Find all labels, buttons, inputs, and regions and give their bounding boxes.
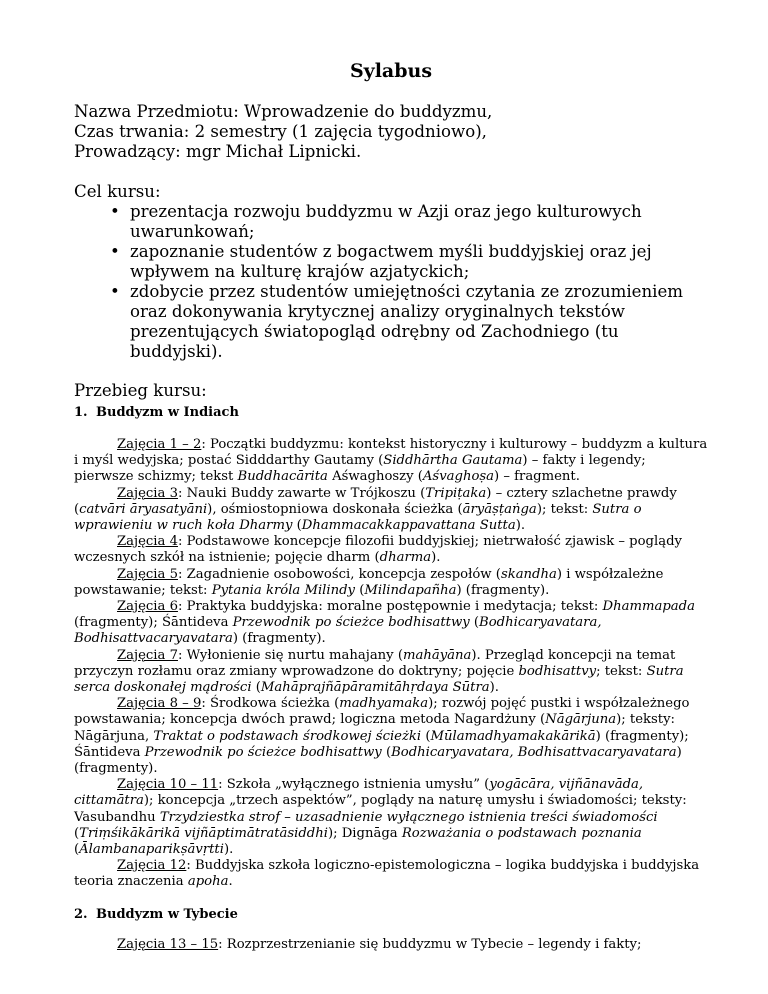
class-text: ) – fragment.	[494, 469, 580, 485]
italic-term: Buddhacārita	[237, 469, 328, 485]
class-text: ).	[489, 680, 499, 696]
italic-term: Rozważania o podstawach poznania	[401, 825, 642, 841]
class-text: ) i współzależne powstawanie; tekst:	[74, 566, 664, 598]
class-text: : Wyłonienie się nurtu mahajany (	[177, 647, 403, 663]
goal-item	[104, 202, 708, 242]
class-text: (	[251, 680, 261, 696]
goal-text: zapoznanie studentów z bogactwem myśli buddyjskiej oraz jej wpływem na kulturę krajów azjatyckich;	[130, 242, 652, 281]
italic-term: Nāgārjuna	[545, 712, 617, 728]
italic-term: catvāri āryasatyāni	[79, 501, 208, 517]
italic-term: bodhisattvy	[518, 663, 597, 679]
class-link[interactable]: Zajęcia 4	[117, 534, 178, 550]
section-number: 2.	[74, 906, 88, 922]
class-text: ) (fragmenty); Śāntideva	[74, 728, 689, 760]
italic-term: yogācāra, vijñānavāda, cittamātra	[74, 777, 644, 809]
italic-term: Traktat o podstawach środkowej ścieżki	[153, 728, 422, 744]
italic-term: Dhammapada	[602, 599, 695, 615]
class-description: : Rozprzestrzenianie się buddyzmu w Tybecie – legendy i fakty;	[218, 936, 642, 952]
italic-term: Przewodnik po ścieżce bodhisattwy	[144, 744, 382, 760]
course-instructor-line: Prowadzący: mgr Michał Lipnicki.	[74, 142, 362, 161]
class-paragraph	[74, 599, 708, 648]
class-text: ) (fragmenty).	[74, 744, 682, 777]
italic-term: Aśvaghoṣa	[422, 469, 495, 485]
class-text: ) (fragmenty).	[232, 631, 326, 647]
class-paragraph	[74, 486, 708, 535]
goal-text: zdobycie przez studentów umiejętności czytania ze zrozumieniem oraz dokonywania krytycznej analizy oryginalnych tekstów prezentujących światopogląd odrębny od Zachodniego (tu buddyjski).	[130, 282, 684, 361]
section-title: Buddyzm w Indiach	[96, 405, 239, 420]
italic-term: mahāyāna	[402, 647, 472, 663]
class-text: : Szkoła „wyłącznego istnienia umysłu” (	[218, 777, 490, 793]
italic-term: dharma	[379, 550, 432, 566]
class-paragraph	[74, 858, 708, 890]
class-text: (fragmenty); Śāntideva	[74, 615, 233, 631]
class-text: (	[74, 842, 80, 858]
class-text: : Podstawowe koncepcje filozofii buddyjskiej; nietrwałość zjawisk – poglądy wczesnych szkół na istnienie; pojęcie dharm (	[74, 534, 682, 566]
section-heading-tibet	[74, 905, 708, 925]
italic-term: Mūlamadhyamakakārikā	[430, 728, 596, 744]
class-link[interactable]: Zajęcia 10 – 11	[117, 777, 219, 793]
italic-term: Pytania króla Milindy	[211, 582, 356, 598]
course-info	[74, 102, 708, 162]
class-link[interactable]: Zajęcia 13 – 15	[117, 936, 219, 952]
italic-term: Dhammacakkappavattana Sutta	[301, 518, 516, 534]
italic-term: āryāṣṭaṅga	[462, 501, 537, 517]
italic-term: apoha	[187, 874, 229, 890]
section-heading-india	[74, 403, 708, 423]
class-text: : Zagadnienie osobowości, koncepcja zespołów (	[177, 566, 501, 582]
italic-term: Trzydziestka strof – uzasadnienie wyłącznego istnienia treści świadomości	[159, 809, 658, 825]
class-link[interactable]: Zajęcia 8 – 9	[117, 696, 202, 712]
goals-list	[74, 202, 708, 362]
class-text: ); koncepcja „trzech aspektów”, poglądy na naturę umysłu i świadomości; teksty: Vasubandhu	[74, 793, 687, 825]
class-text: : Nauki Buddy zawarte w Trójkoszu (	[177, 485, 426, 501]
course-duration-line: Czas trwania: 2 semestry (1 zajęcia tygodniowo),	[74, 122, 487, 141]
bullet-icon: •	[110, 282, 120, 301]
class-text: ).	[223, 842, 234, 858]
class-link[interactable]: Zajęcia 1 – 2	[117, 437, 202, 452]
class-text: ); rozwój pojęć pustki i współzależnego powstawania; koncepcja dwóch prawd; logiczna metoda Nagardżuny (	[74, 696, 690, 728]
class-list	[74, 437, 708, 891]
italic-term: Siddhārtha Gautama	[383, 453, 523, 469]
goals-heading: Cel kursu:	[74, 182, 161, 201]
goal-item	[104, 242, 708, 282]
italic-term: Triṃśikākārikā vijñāptimātratāsiddhi	[79, 825, 328, 841]
class-text: ; tekst:	[596, 663, 647, 679]
class-text: ) (fragmenty).	[456, 582, 550, 598]
italic-term: madhyamaka	[339, 696, 429, 712]
class-paragraph	[74, 437, 708, 486]
course-name-line: Nazwa Przedmiotu: Wprowadzenie do buddyzmu,	[74, 102, 493, 121]
bullet-icon: •	[110, 242, 120, 261]
class-text: ); teksty: Nāgārjuna,	[74, 712, 675, 744]
class-text: (	[381, 744, 392, 760]
class-text: (	[421, 728, 431, 744]
class-paragraph	[74, 937, 708, 953]
italic-term: Tripiṭaka	[425, 485, 487, 501]
class-text: ). Przegląd koncepcji na temat przyczyn rozłamu oraz zmiany wprowadzone do doktryny; pojęcie	[74, 647, 676, 679]
class-text: : Buddyjska szkoła logiczno-epistemologiczna – logika buddyjska i buddyjska teoria znaczenia	[74, 858, 700, 890]
class-paragraph	[74, 777, 708, 858]
class-paragraph	[74, 567, 708, 599]
class-text: ); Dignāga	[327, 825, 402, 841]
bullet-icon: •	[110, 202, 120, 221]
class-text: : Początki buddyzmu: kontekst historyczny i kulturowy – buddyzm a kultura i myśl wedyjska; postać Sidddarthy Gautamy (	[74, 437, 708, 469]
section-number: 1.	[74, 405, 88, 420]
italic-term: Ālambanaparikṣāvṛtti	[79, 842, 224, 858]
class-text: ).	[515, 518, 526, 534]
class-text: : Praktyka buddyjska: moralne postępownie i medytacja; tekst:	[177, 599, 603, 615]
page-title: Sylabus	[349, 60, 433, 82]
goal-item	[104, 282, 708, 362]
italic-term: Mahāprajñāpāramitāhṛdaya Sūtra	[260, 680, 490, 696]
class-text: : Środkowa ścieżka (	[201, 696, 340, 712]
class-link[interactable]: Zajęcia 7	[117, 647, 178, 663]
italic-term: Bodhicaryavatara, Bodhisattvacaryavatara	[391, 744, 677, 760]
italic-term: Milindapañha	[364, 582, 457, 598]
class-text: (	[469, 615, 480, 631]
class-text: ).	[431, 550, 441, 566]
italic-term: Bodhicaryavatara, Bodhisattvacaryavatara	[74, 615, 602, 647]
class-text: (	[292, 518, 302, 534]
class-text: ) – fakty i legendy; pierwsze schizmy; tekst	[74, 453, 646, 485]
class-text: (	[355, 582, 365, 598]
italic-term: Sutra serca doskonałej mądrości	[74, 663, 684, 696]
italic-term: Sutra o wprawieniu w ruch koła Dharmy	[74, 501, 642, 534]
class-text: Aśwaghoszy (	[327, 469, 423, 485]
class-link[interactable]: Zajęcia 12	[117, 858, 187, 874]
class-text: (	[74, 825, 80, 841]
goal-text: prezentacja rozwoju buddyzmu w Azji oraz jego kulturowych uwarunkowań;	[130, 202, 642, 241]
section-title: Buddyzm w Tybecie	[96, 906, 238, 922]
class-link[interactable]: Zajęcia 5	[117, 566, 178, 582]
class-link[interactable]: Zajęcia 3	[117, 485, 178, 501]
class-paragraph	[74, 648, 708, 697]
course-plan-heading: Przebieg kursu:	[74, 381, 207, 400]
class-text: .	[228, 874, 233, 890]
italic-term: skandha	[500, 566, 557, 582]
class-paragraph	[74, 534, 708, 566]
class-link[interactable]: Zajęcia 6	[117, 599, 178, 615]
class-paragraph	[74, 696, 708, 777]
class-text: ); tekst:	[536, 501, 593, 517]
class-text: ), ośmiostopniowa doskonała ścieżka (	[207, 501, 463, 517]
italic-term: Przewodnik po ścieżce bodhisattwy	[232, 615, 470, 631]
class-text: ) – cztery szlachetne prawdy (	[74, 485, 677, 517]
